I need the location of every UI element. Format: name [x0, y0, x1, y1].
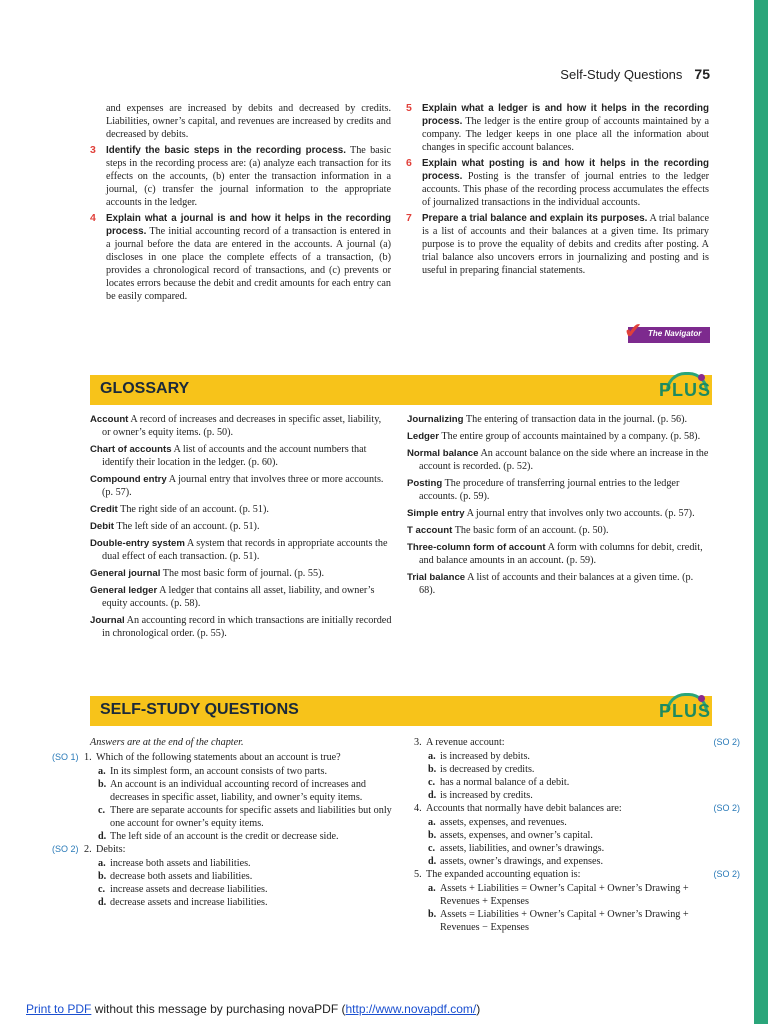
page-number: 75	[694, 66, 710, 82]
answer-option	[84, 857, 392, 870]
option-letter: a.	[98, 858, 106, 869]
novapdf-link[interactable]: http://www.novapdf.com/	[345, 1002, 477, 1016]
glossary-definition: A journal entry that involves only two accounts. (p. 57).	[466, 508, 695, 519]
answer-option	[84, 804, 392, 830]
question-text: The expanded accounting equation is:	[426, 869, 581, 880]
option-text: decrease assets and increase liabilities.	[110, 897, 268, 908]
glossary-term: General journal	[90, 568, 161, 579]
answer-option	[414, 750, 710, 763]
objective-5	[406, 102, 709, 154]
objective-7	[406, 212, 709, 277]
checkmark-icon: ✔	[624, 319, 643, 344]
selfstudy-left-column	[52, 736, 392, 909]
objective-number: 7	[406, 212, 412, 224]
option-text: increase assets and decrease liabilities.	[110, 884, 268, 895]
question-4	[414, 802, 740, 815]
glossary-term: Normal balance	[407, 448, 479, 459]
objective-number: 6	[406, 157, 412, 169]
option-text: In its simplest form, an account consists of two parts.	[110, 766, 328, 777]
option-letter: a.	[428, 883, 436, 894]
glossary-entry	[90, 413, 392, 439]
option-letter: d.	[428, 856, 437, 867]
glossary-right-column	[407, 413, 709, 601]
option-letter: b.	[428, 909, 437, 920]
option-letter: a.	[428, 751, 436, 762]
question-3	[414, 736, 740, 749]
option-text: assets, owner’s drawings, and expenses.	[440, 856, 604, 867]
answer-option	[414, 855, 710, 868]
glossary-definition: The procedure of transferring journal entries to the ledger accounts. (p. 59).	[419, 478, 680, 502]
answer-option	[414, 829, 710, 842]
glossary-entry	[407, 477, 709, 503]
navigator-badge	[624, 319, 710, 344]
pdf-footer	[26, 1002, 480, 1016]
answer-option	[414, 908, 710, 934]
selfstudy-heading-band	[90, 696, 712, 726]
question-number: 5.	[414, 869, 422, 880]
glossary-entry	[90, 537, 392, 563]
page-edge-bar	[754, 0, 768, 1024]
glossary-entry	[90, 584, 392, 610]
option-text: has a normal balance of a debit.	[440, 777, 570, 788]
glossary-definition: A ledger that contains all asset, liability, and owner’s equity accounts. (p. 58).	[102, 585, 375, 609]
footer-close: )	[476, 1002, 481, 1016]
glossary-entry	[90, 443, 392, 469]
question-text: Accounts that normally have debit balances are:	[426, 803, 622, 814]
answer-option	[414, 763, 710, 776]
glossary-entry	[90, 503, 392, 516]
glossary-term: Debit	[90, 521, 114, 532]
glossary-entry	[407, 507, 709, 520]
glossary-definition: The entering of transaction data in the journal. (p. 56).	[465, 414, 688, 425]
option-text: increase both assets and liabilities.	[110, 858, 251, 869]
answer-option	[414, 789, 710, 802]
wileyplus-logo	[658, 372, 712, 404]
study-objective-tag: (SO 2)	[713, 869, 740, 879]
objective-body: A trial balance is a list of accounts and their balances at a given time. Its primary purpose is to prove the equality of debits and credits after posting. A trial balance also uncovers errors in journalizing and posting and is useful in preparing financial statements.	[422, 213, 709, 276]
answer-option	[84, 870, 392, 883]
study-objective-tag: (SO 2)	[713, 803, 740, 813]
option-text: assets, expenses, and owner’s capital.	[440, 830, 593, 841]
option-letter: c.	[98, 884, 106, 895]
option-letter: c.	[428, 777, 436, 788]
running-head: Self-Study Questions	[560, 67, 683, 82]
question-text: Which of the following statements about an account is true?	[96, 752, 341, 763]
glossary-term: Ledger	[407, 431, 439, 442]
glossary-term: Simple entry	[407, 508, 465, 519]
glossary-definition: The right side of an account. (p. 51).	[120, 504, 269, 515]
glossary-definition: A journal entry that involves three or more accounts. (p. 57).	[102, 474, 384, 498]
option-letter: d.	[428, 790, 437, 801]
glossary-term: Chart of accounts	[90, 444, 172, 455]
glossary-term: Journal	[90, 615, 125, 626]
question-5	[414, 868, 740, 881]
answer-option	[414, 842, 710, 855]
glossary-heading-band	[90, 375, 712, 405]
glossary-term: Trial balance	[407, 572, 466, 583]
option-text: decrease both assets and liabilities.	[110, 871, 253, 882]
objectives-right-column	[406, 102, 709, 280]
plus-label: PLUS	[658, 380, 711, 400]
glossary-entry	[407, 541, 709, 567]
glossary-entry	[407, 524, 709, 537]
glossary-definition: A list of accounts and their balances at a given time. (p. 68).	[419, 572, 694, 596]
objective-heading: Explain what a journal is and how it helps in the recording process.	[106, 213, 391, 237]
glossary-term: Double-entry system	[90, 538, 185, 549]
glossary-term: T account	[407, 525, 453, 536]
glossary-term: Posting	[407, 478, 443, 489]
option-text: is decreased by credits.	[440, 764, 535, 775]
objective-heading: Explain what posting is and how it helps in the recording process.	[422, 158, 709, 182]
objective-heading: Prepare a trial balance and explain its purposes.	[422, 213, 648, 224]
objective-body: The initial accounting record of a transaction is entered in a journal before the data are entered in the accounts. A journal (a) discloses in one place the complete effects of a transaction, (b) provides a chronological record of transactions, and (c) prevents or locates errors because the debit and credit amounts for each entry can be easily compared.	[106, 226, 391, 302]
answer-option	[84, 830, 392, 843]
question-1	[52, 751, 392, 764]
option-letter: b.	[98, 871, 107, 882]
option-text: Assets + Liabilities = Owner’s Capital + Owner’s Drawing + Revenues + Expenses	[440, 883, 689, 907]
option-text: An account is an individual accounting record of increases and decreases in specific asset, liability, and owner’s equity items.	[110, 779, 367, 803]
option-letter: c.	[98, 805, 106, 816]
glossary-term: General ledger	[90, 585, 158, 596]
glossary-left-column	[90, 413, 392, 644]
option-text: There are separate accounts for specific assets and liabilities but only one account for owner’s equity items.	[110, 805, 392, 829]
study-objective-tag: (SO 2)	[52, 844, 79, 854]
answer-option	[414, 776, 710, 789]
glossary-term: Compound entry	[90, 474, 167, 485]
option-letter: b.	[428, 764, 437, 775]
glossary-definition: An accounting record in which transactions are initially recorded in chronological order. (p. 55).	[102, 615, 392, 639]
glossary-term: Credit	[90, 504, 118, 515]
option-text: assets, expenses, and revenues.	[440, 817, 567, 828]
objective-4	[90, 212, 391, 303]
option-letter: c.	[428, 843, 436, 854]
option-letter: b.	[428, 830, 437, 841]
option-letter: d.	[98, 897, 107, 908]
glossary-term: Account	[90, 414, 129, 425]
objective-number: 4	[90, 212, 96, 224]
wileyplus-logo	[658, 693, 712, 725]
question-number: 2.	[84, 844, 92, 855]
selfstudy-right-column	[414, 736, 740, 934]
objective-body: The ledger is the entire group of accounts maintained by a company. The ledger keeps in one place all the information about changes in specific account balances.	[422, 116, 709, 153]
glossary-entry	[407, 571, 709, 597]
objective-heading: Identify the basic steps in the recording process.	[106, 145, 346, 156]
glossary-entry	[407, 413, 709, 426]
selfstudy-title: SELF-STUDY QUESTIONS	[100, 701, 299, 718]
option-text: assets, liabilities, and owner’s drawings.	[440, 843, 605, 854]
glossary-entry	[407, 447, 709, 473]
print-to-pdf-link[interactable]: Print to PDF	[26, 1002, 92, 1016]
glossary-definition: The most basic form of journal. (p. 55).	[162, 568, 325, 579]
answer-option	[414, 882, 710, 908]
glossary-definition: The entire group of accounts maintained by a company. (p. 58).	[441, 431, 701, 442]
objective-body: Posting is the transfer of journal entries to the ledger accounts. This phase of the recording process accumulates the effects of journalized transactions in the individual accounts.	[422, 171, 709, 208]
answer-option	[414, 816, 710, 829]
footer-text: without this message by purchasing novaPDF (	[91, 1002, 346, 1016]
navigator-label: The Navigator	[648, 329, 702, 338]
glossary-title: GLOSSARY	[100, 380, 190, 397]
question-number: 4.	[414, 803, 422, 814]
objective-6	[406, 157, 709, 209]
glossary-entry	[90, 614, 392, 640]
answer-option	[84, 778, 392, 804]
glossary-definition: A list of accounts and the account numbers that identify their location in the ledger. (p. 60).	[102, 444, 367, 468]
question-number: 3.	[414, 737, 422, 748]
answer-option	[84, 883, 392, 896]
study-objective-tag: (SO 2)	[713, 737, 740, 747]
question-2	[52, 843, 392, 856]
glossary-term: Three-column form of account	[407, 542, 546, 553]
answer-option	[84, 765, 392, 778]
page-header	[520, 66, 710, 84]
option-text: Assets = Liabilities + Owner’s Capital + Owner’s Drawing + Revenues − Expenses	[440, 909, 689, 933]
option-letter: b.	[98, 779, 107, 790]
option-letter: d.	[98, 831, 107, 842]
option-letter: a.	[428, 817, 436, 828]
objective-number: 5	[406, 102, 412, 114]
glossary-definition: The left side of an account. (p. 51).	[116, 521, 260, 532]
question-text: A revenue account:	[426, 737, 505, 748]
option-text: is increased by credits.	[440, 790, 533, 801]
glossary-entry	[90, 567, 392, 580]
glossary-term: Journalizing	[407, 414, 464, 425]
objective-body: The basic steps in the recording process are: (a) analyze each transaction for its effects on the accounts, (b) enter the transaction information in a journal, (c) transfer the journal information to the appropriate accounts in the ledger.	[106, 145, 391, 208]
objectives-left-column	[90, 102, 391, 306]
question-number: 1.	[84, 752, 92, 763]
option-letter: a.	[98, 766, 106, 777]
glossary-definition: A record of increases and decreases in specific asset, liability, or owner’s equity items. (p. 50).	[102, 414, 382, 438]
glossary-definition: An account balance on the side where an increase in the account is recorded. (p. 52).	[419, 448, 709, 472]
glossary-entry	[90, 520, 392, 533]
answer-option	[84, 896, 392, 909]
option-text: The left side of an account is the credit or decrease side.	[110, 831, 339, 842]
glossary-entry	[407, 430, 709, 443]
objective-continued: and expenses are increased by debits and decreased by credits. Liabilities, owner’s capital, and revenues are increased by credits and decreased by debits.	[106, 103, 391, 140]
objective-heading: Explain what a ledger is and how it helps in the recording process.	[422, 103, 709, 127]
glossary-entry	[90, 473, 392, 499]
answers-note: Answers are at the end of the chapter.	[90, 737, 244, 748]
study-objective-tag: (SO 1)	[52, 752, 79, 762]
objective-number: 3	[90, 144, 96, 156]
glossary-definition: A form with columns for debit, credit, and balance amounts in an account. (p. 59).	[419, 542, 703, 566]
glossary-definition: A system that records in appropriate accounts the dual effect of each transaction. (p. 51).	[102, 538, 388, 562]
plus-label: PLUS	[658, 701, 711, 721]
question-text: Debits:	[96, 844, 126, 855]
glossary-definition: The basic form of an account. (p. 50).	[454, 525, 609, 536]
objective-3	[90, 144, 391, 209]
option-text: is increased by debits.	[440, 751, 530, 762]
